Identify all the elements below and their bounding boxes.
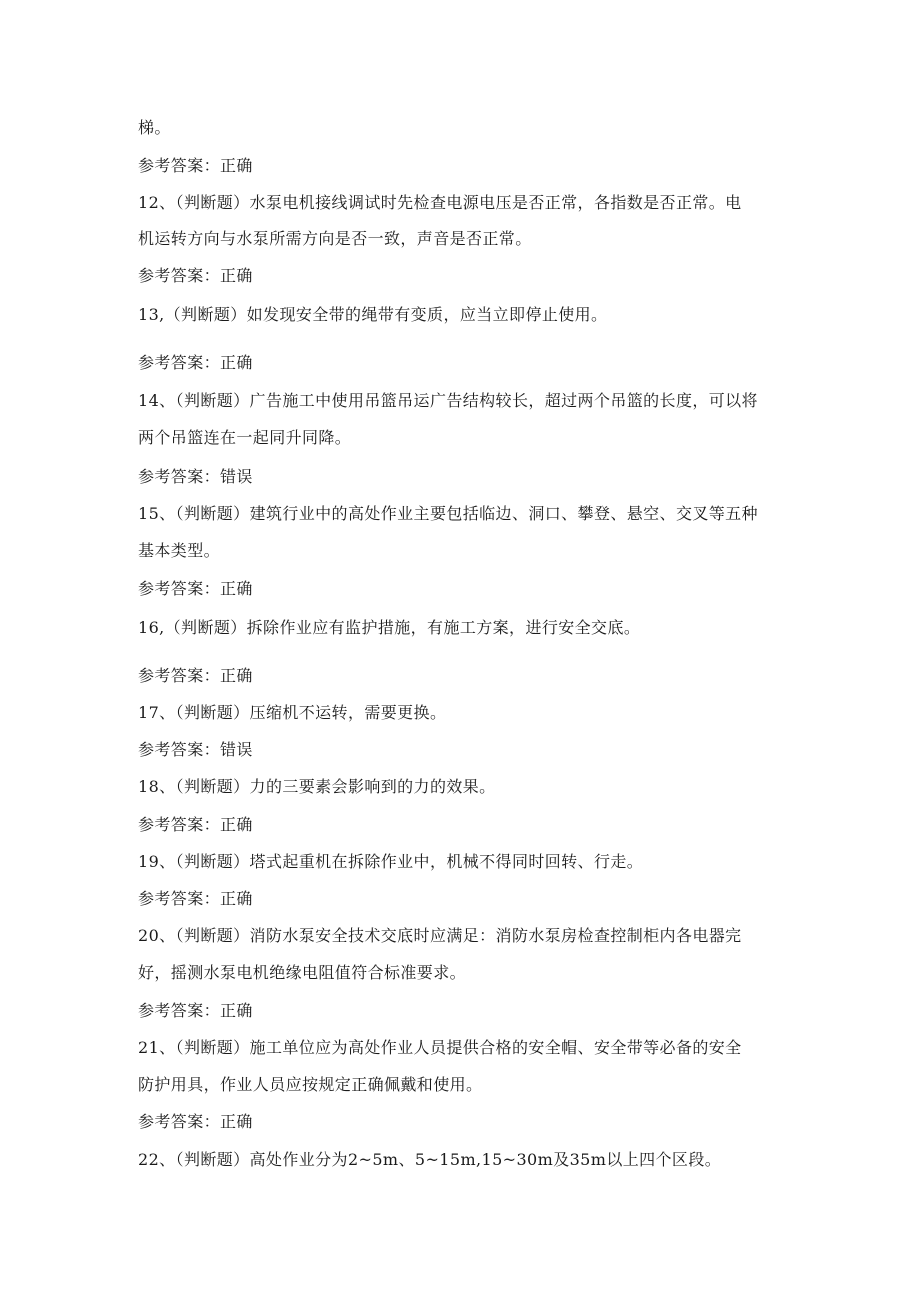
question-21-line-1: 21、（判断题）施工单位应为高处作业人员提供合格的安全帽、安全带等必备的安全 — [138, 1038, 742, 1057]
question-21-line-2: 防护用具，作业人员应按规定正确佩戴和使用。 — [138, 1075, 483, 1094]
question-12-line-1: 12、（判断题）水泵电机接线调试时先检查电源电压是否正常，各指数是否正常。电 — [138, 193, 742, 212]
question-22-line-1: 22、（判断题）高处作业分为2~5m、5~15m,15~30m及35m以上四个区段。 — [138, 1150, 722, 1169]
question-15-line-2: 基本类型。 — [138, 541, 221, 560]
answer-line-16: 参考答案：正确 — [138, 666, 253, 685]
text-line-continuation: 梯。 — [138, 118, 171, 137]
question-20-line-2: 好，摇测水泵电机绝缘电阻值符合标准要求。 — [138, 963, 467, 982]
answer-line-13: 参考答案：正确 — [138, 353, 253, 372]
answer-line-18: 参考答案：正确 — [138, 815, 253, 834]
question-17-line-1: 17、（判断题）压缩机不运转，需要更换。 — [138, 703, 447, 722]
question-14-line-2: 两个吊篮连在一起同升同降。 — [138, 428, 352, 447]
question-20-line-1: 20、（判断题）消防水泵安全技术交底时应满足：消防水泵房检查控制柜内各电器完 — [138, 926, 742, 945]
answer-line-19: 参考答案：正确 — [138, 889, 253, 908]
answer-line-11: 参考答案：正确 — [138, 156, 253, 175]
question-19-line-1: 19、（判断题）塔式起重机在拆除作业中，机械不得同时回转、行走。 — [138, 852, 644, 871]
question-13-line-1: 13,（判断题）如发现安全带的绳带有变质，应当立即停止使用。 — [138, 305, 608, 324]
answer-line-17: 参考答案：错误 — [138, 740, 253, 759]
answer-line-15: 参考答案：正确 — [138, 579, 253, 598]
answer-line-21: 参考答案：正确 — [138, 1112, 253, 1131]
question-18-line-1: 18、（判断题）力的三要素会影响到的力的效果。 — [138, 777, 496, 796]
question-12-line-2: 机运转方向与水泵所需方向是否一致，声音是否正常。 — [138, 229, 532, 248]
answer-line-14: 参考答案：错误 — [138, 467, 253, 486]
question-16-line-1: 16,（判断题）拆除作业应有监护措施，有施工方案，进行安全交底。 — [138, 618, 641, 637]
question-14-line-1: 14、（判断题）广告施工中使用吊篮吊运广告结构较长，超过两个吊篮的长度，可以将 — [138, 391, 758, 410]
question-15-line-1: 15、（判断题）建筑行业中的高处作业主要包括临边、洞口、攀登、悬空、交叉等五种 — [138, 504, 758, 523]
answer-line-12: 参考答案：正确 — [138, 266, 253, 285]
answer-line-20: 参考答案：正确 — [138, 1001, 253, 1020]
